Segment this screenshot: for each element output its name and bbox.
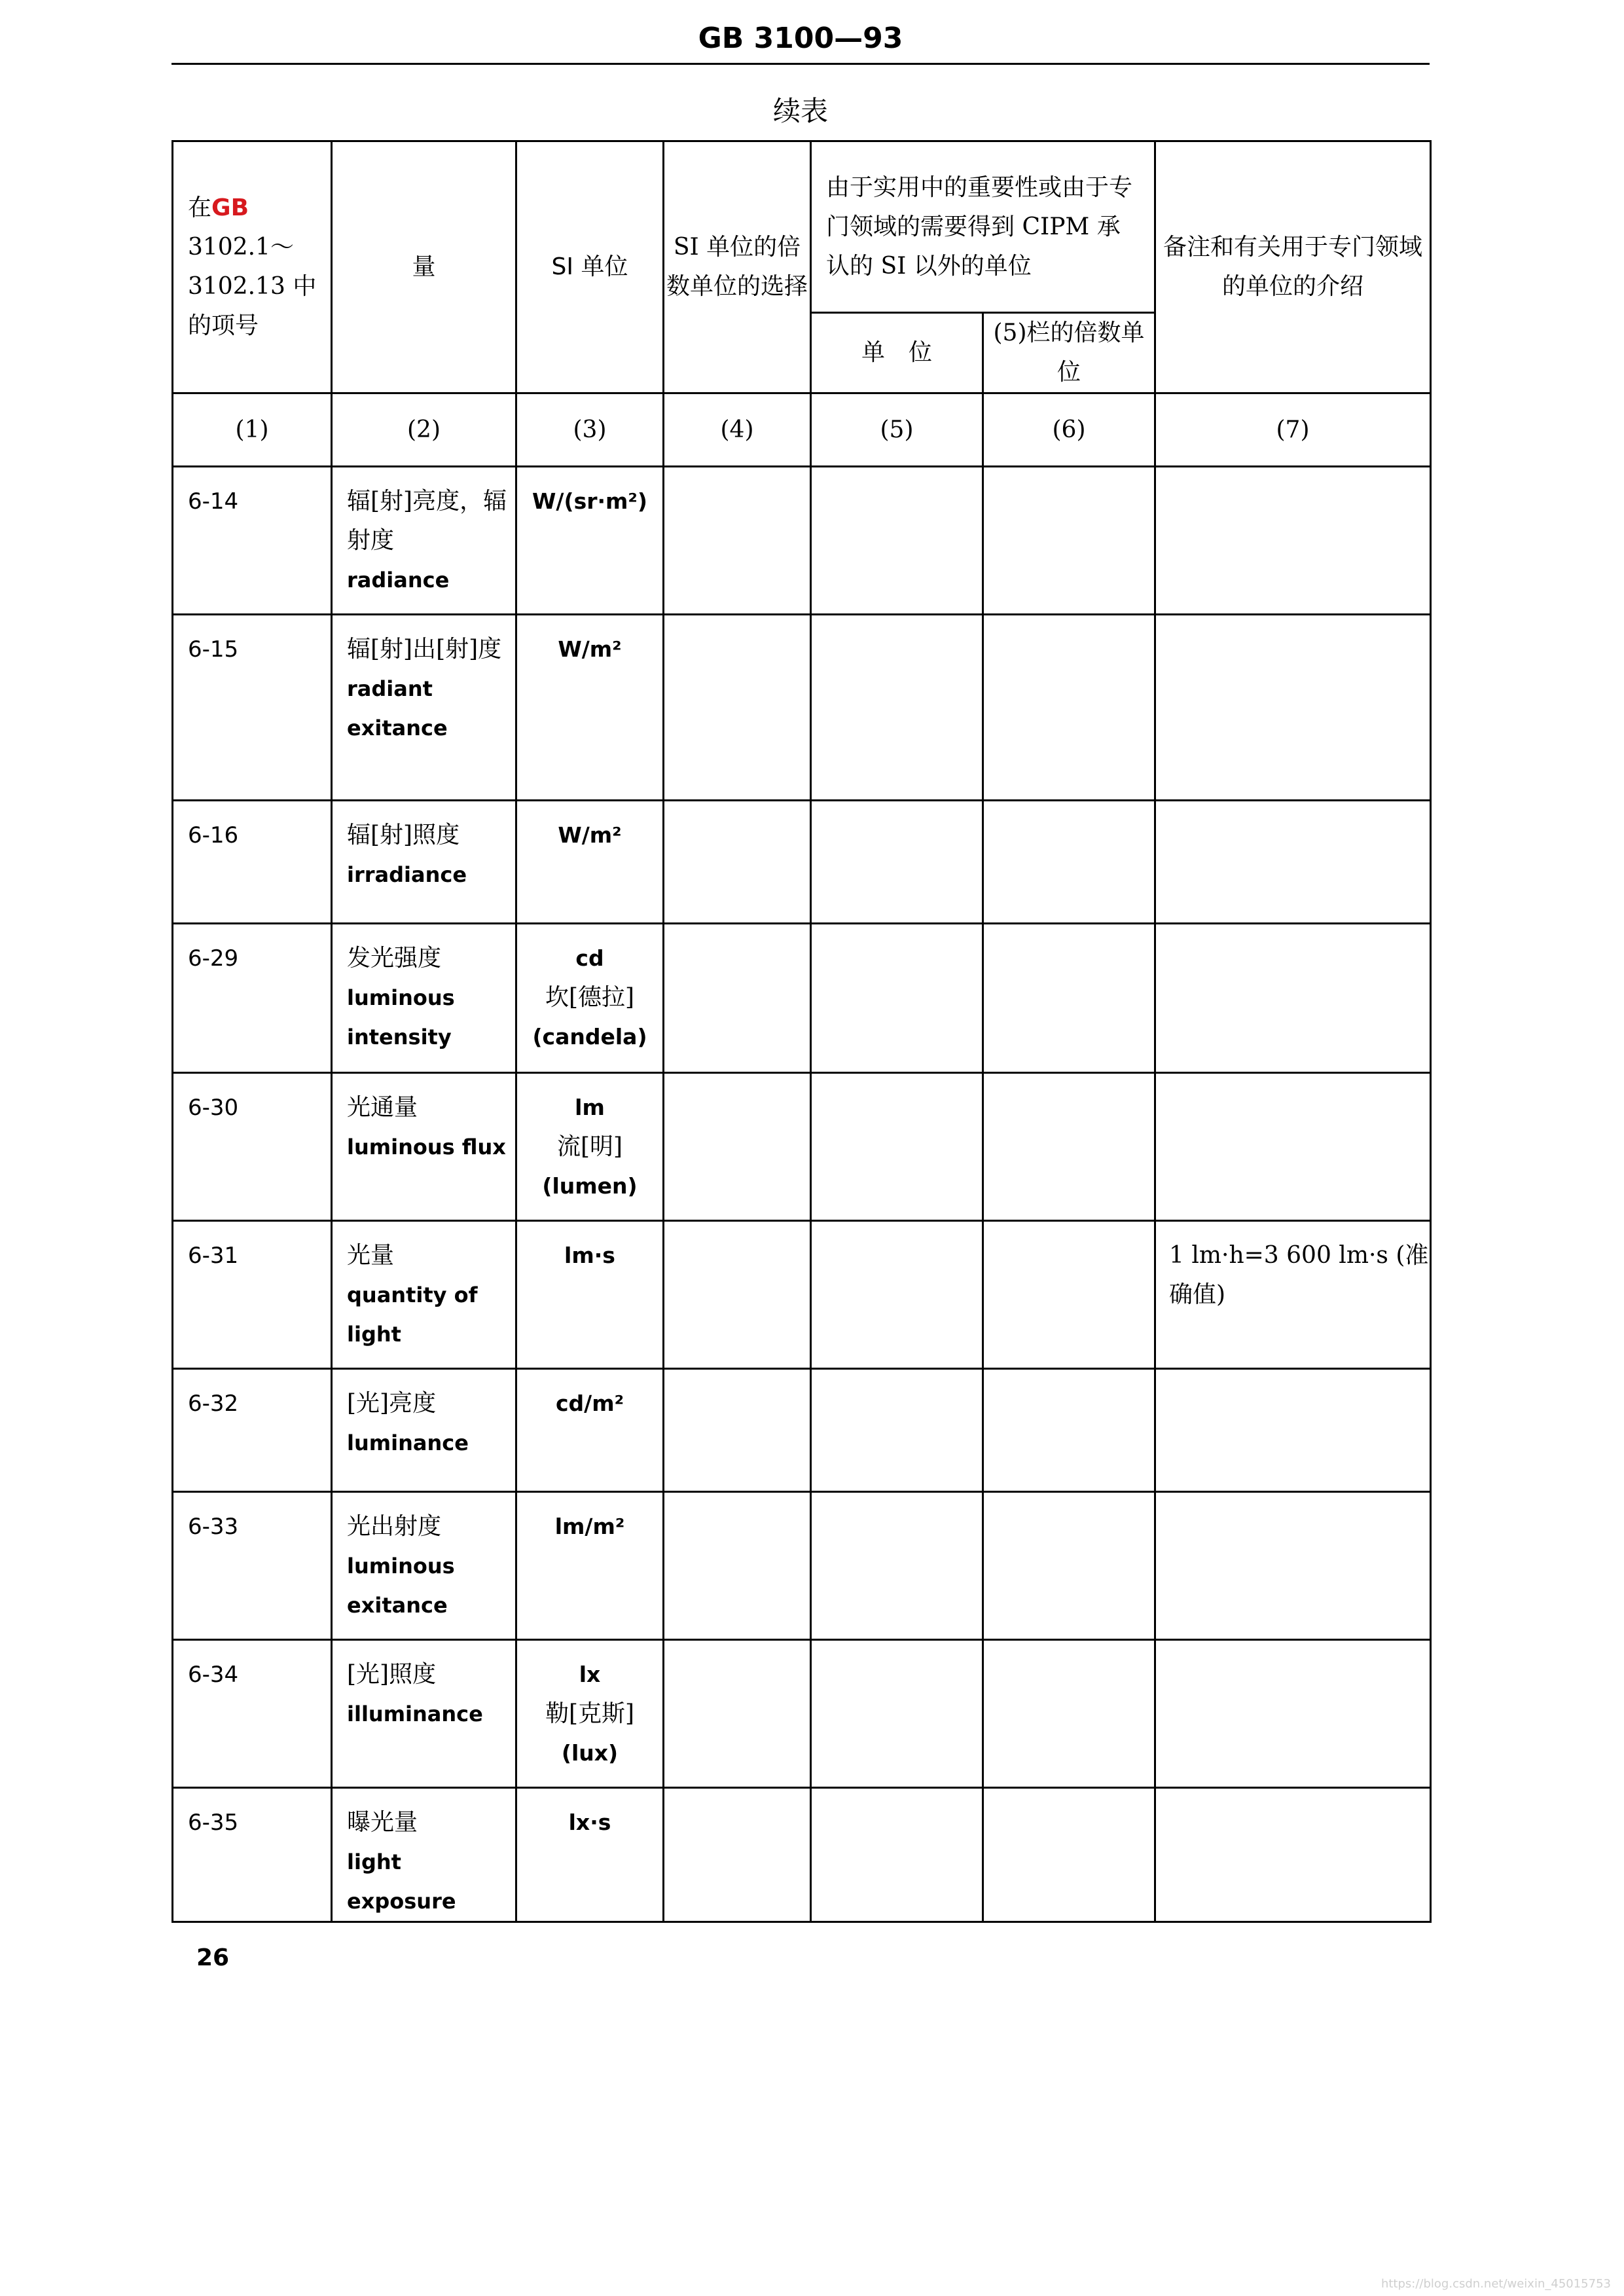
empty-cell <box>983 615 1155 801</box>
table-caption: 续表 <box>772 95 828 127</box>
item-number: 6-35 <box>173 1788 332 1922</box>
quantity-name-zh: 发光强度 <box>347 945 442 972</box>
quantity-name-zh: 光出射度 <box>347 1513 442 1540</box>
si-unit-symbol: W/(sr·m²) <box>532 488 647 514</box>
empty-cell <box>983 1640 1155 1788</box>
empty-cell <box>811 924 983 1073</box>
si-unit-symbol: cd <box>575 945 604 971</box>
column-number: (2) <box>332 393 516 467</box>
empty-cell <box>664 1788 811 1922</box>
si-unit-symbol: cd/m² <box>555 1391 624 1416</box>
quantity-cell <box>332 1369 516 1492</box>
quantity-name-en: radiant exitance <box>347 676 448 740</box>
remark-cell: 1 lm·h=3 600 lm·s (准确值) <box>1155 1221 1431 1369</box>
empty-cell <box>983 1369 1155 1492</box>
empty-cell <box>811 1073 983 1221</box>
quantity-cell <box>332 1221 516 1369</box>
si-unit-name-zh: 坎[德拉] <box>545 984 635 1011</box>
header-rule <box>171 63 1430 65</box>
quantity-name-en: luminous intensity <box>347 985 455 1049</box>
gb-link[interactable]: GB <box>211 194 249 221</box>
table-row <box>173 1492 1431 1640</box>
table-row <box>173 801 1431 924</box>
quantity-name-zh: [光]照度 <box>347 1661 437 1688</box>
si-unit-cell <box>516 1492 664 1640</box>
remark-cell <box>1155 801 1431 924</box>
quantity-name-en: luminance <box>347 1430 469 1455</box>
item-number: 6-15 <box>173 615 332 801</box>
item-number: 6-33 <box>173 1492 332 1640</box>
si-unit-symbol: W/m² <box>558 822 622 848</box>
empty-cell <box>811 1369 983 1492</box>
header-row-1 <box>173 141 1431 313</box>
watermark: https://blog.csdn.net/weixin_45015753 <box>1380 2277 1611 2291</box>
empty-cell <box>664 1073 811 1221</box>
page-number: 26 <box>196 1944 230 1971</box>
empty-cell <box>811 1492 983 1640</box>
si-unit-cell <box>516 1788 664 1922</box>
si-unit-cell <box>516 801 664 924</box>
item-number: 6-29 <box>173 924 332 1073</box>
remark-cell <box>1155 615 1431 801</box>
si-unit-symbol: W/m² <box>558 636 622 662</box>
quantity-name-zh: [光]亮度 <box>347 1390 437 1417</box>
column-number: (7) <box>1155 393 1431 467</box>
si-unit-name-en: (candela) <box>532 1024 647 1049</box>
quantity-name-en: illuminance <box>347 1702 483 1726</box>
item-number: 6-34 <box>173 1640 332 1788</box>
empty-cell <box>664 1492 811 1640</box>
si-unit-symbol: lx <box>579 1662 601 1687</box>
col-header-non-si-group: 由于实用中的重要性或由于专门领域的需要得到 CIPM 承认的 SI 以外的单位 <box>811 141 1155 313</box>
empty-cell <box>811 1640 983 1788</box>
empty-cell <box>664 801 811 924</box>
quantity-cell <box>332 1788 516 1922</box>
col-header-unit: 单 位 <box>811 313 983 393</box>
quantity-name-zh: 曝光量 <box>347 1809 418 1836</box>
table-row <box>173 1073 1431 1221</box>
si-unit-cell <box>516 1073 664 1221</box>
empty-cell <box>983 801 1155 924</box>
column-number: (1) <box>173 393 332 467</box>
empty-cell <box>983 924 1155 1073</box>
col-header-unit-multiples: (5)栏的倍数单位 <box>983 313 1155 393</box>
empty-cell <box>664 1640 811 1788</box>
col-header-item-number <box>173 141 332 393</box>
remark-cell <box>1155 1073 1431 1221</box>
table-row <box>173 1369 1431 1492</box>
empty-cell <box>664 1369 811 1492</box>
table-row <box>173 1788 1431 1922</box>
units-table <box>171 140 1432 1923</box>
item-number: 6-32 <box>173 1369 332 1492</box>
si-unit-cell <box>516 1221 664 1369</box>
si-unit-name-en: (lumen) <box>542 1173 638 1199</box>
column-number: (3) <box>516 393 664 467</box>
item-number: 6-30 <box>173 1073 332 1221</box>
col-header-item-pre: 在 <box>188 194 212 221</box>
table-row <box>173 1221 1431 1369</box>
remark-cell <box>1155 1640 1431 1788</box>
empty-cell <box>664 615 811 801</box>
remark-cell <box>1155 1369 1431 1492</box>
quantity-name-en: light exposure <box>347 1850 456 1914</box>
remark-cell <box>1155 1492 1431 1640</box>
item-number: 6-14 <box>173 467 332 615</box>
quantity-name-en: irradiance <box>347 862 467 887</box>
table-row <box>173 467 1431 615</box>
quantity-name-zh: 辐[射]照度 <box>347 822 460 848</box>
table-row <box>173 615 1431 801</box>
column-number: (6) <box>983 393 1155 467</box>
table-row <box>173 1640 1431 1788</box>
quantity-cell <box>332 1492 516 1640</box>
quantity-name-zh: 光量 <box>347 1242 395 1269</box>
item-number: 6-31 <box>173 1221 332 1369</box>
quantity-cell <box>332 924 516 1073</box>
column-number: (4) <box>664 393 811 467</box>
empty-cell <box>983 1492 1155 1640</box>
empty-cell <box>664 467 811 615</box>
column-number: (5) <box>811 393 983 467</box>
quantity-name-en: luminous exitance <box>347 1554 455 1618</box>
quantity-name-en: quantity of light <box>347 1283 478 1347</box>
table-row <box>173 924 1431 1073</box>
si-unit-name-en: (lux) <box>561 1740 619 1766</box>
quantity-cell <box>332 1640 516 1788</box>
standard-header: GB 3100—93 <box>698 22 903 55</box>
si-unit-cell <box>516 1369 664 1492</box>
quantity-cell <box>332 615 516 801</box>
quantity-cell <box>332 467 516 615</box>
col-header-si-unit: SI 单位 <box>516 141 664 393</box>
si-unit-symbol: lx·s <box>568 1810 611 1835</box>
si-unit-symbol: lm/m² <box>554 1514 625 1539</box>
si-unit-cell <box>516 924 664 1073</box>
si-unit-name-zh: 流[明] <box>556 1133 623 1160</box>
empty-cell <box>664 1221 811 1369</box>
quantity-name-en: radiance <box>347 568 450 592</box>
remark-cell <box>1155 467 1431 615</box>
col-header-si-multiples: SI 单位的倍数单位的选择 <box>664 141 811 393</box>
empty-cell <box>664 924 811 1073</box>
col-header-remarks: 备注和有关用于专门领域的单位的介绍 <box>1155 141 1431 393</box>
col-header-item-post: 3102.1～3102.13 中的项号 <box>188 234 317 339</box>
quantity-cell <box>332 801 516 924</box>
column-number-row <box>173 393 1431 467</box>
empty-cell <box>983 1788 1155 1922</box>
remark-cell <box>1155 1788 1431 1922</box>
empty-cell <box>811 1788 983 1922</box>
remark-cell <box>1155 924 1431 1073</box>
empty-cell <box>811 615 983 801</box>
si-unit-symbol: lm <box>575 1095 605 1120</box>
empty-cell <box>983 1073 1155 1221</box>
si-unit-name-zh: 勒[克斯] <box>545 1700 635 1727</box>
si-unit-cell <box>516 467 664 615</box>
empty-cell <box>983 467 1155 615</box>
empty-cell <box>811 801 983 924</box>
si-unit-symbol: lm·s <box>564 1243 615 1268</box>
empty-cell <box>811 1221 983 1369</box>
quantity-name-zh: 辐[射]出[射]度 <box>347 636 502 663</box>
empty-cell <box>811 467 983 615</box>
quantity-name-zh: 光通量 <box>347 1094 418 1121</box>
empty-cell <box>983 1221 1155 1369</box>
quantity-cell <box>332 1073 516 1221</box>
quantity-name-en: luminous flux <box>347 1135 506 1159</box>
col-header-quantity: 量 <box>332 141 516 393</box>
quantity-name-zh: 辐[射]亮度，辐射度 <box>347 488 507 554</box>
si-unit-cell <box>516 1640 664 1788</box>
item-number: 6-16 <box>173 801 332 924</box>
si-unit-cell <box>516 615 664 801</box>
